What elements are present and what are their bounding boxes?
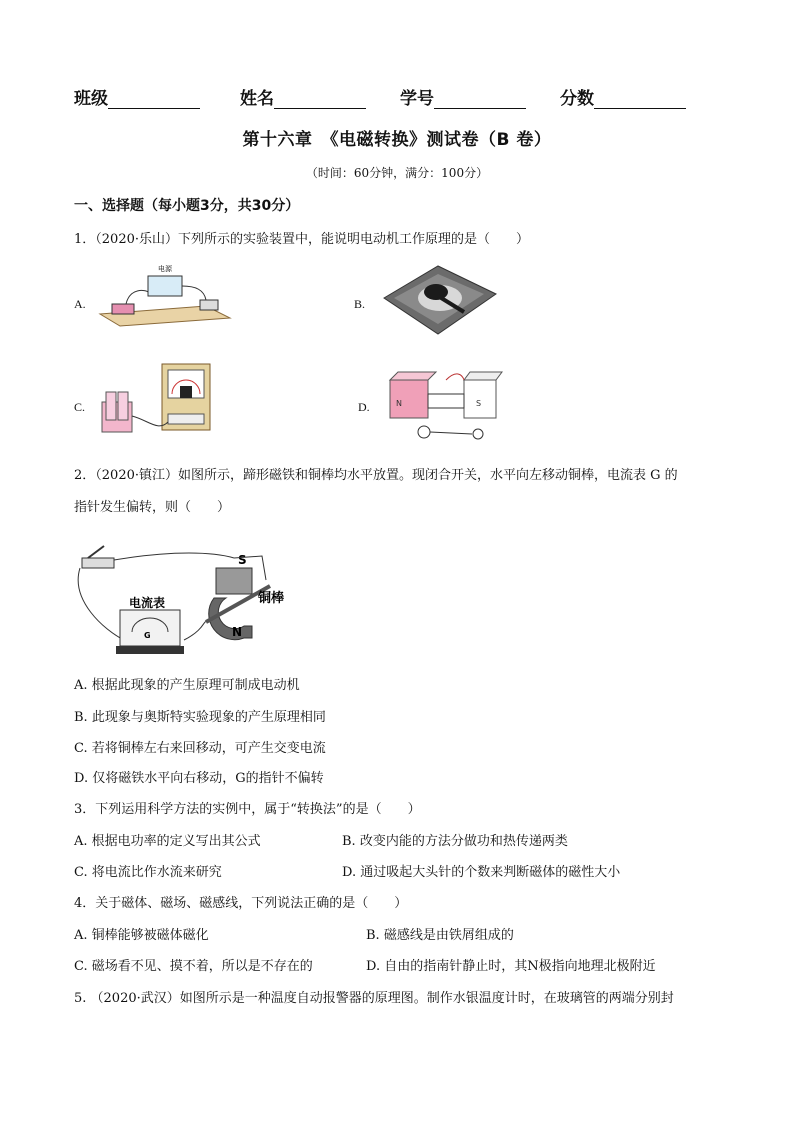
q4-option-c[interactable]: C. 磁场看不见、摸不着，所以是不存在的	[74, 959, 313, 974]
q2-option-d[interactable]: D. 仅将磁铁水平向右移动，G的指针不偏转	[74, 771, 324, 786]
q4-option-a[interactable]: A. 铜棒能够被磁体磁化	[74, 928, 209, 943]
q1-option-a-label[interactable]: A.	[74, 297, 86, 311]
q2-figure	[74, 540, 304, 660]
q4-option-d[interactable]: D. 自由的指南针静止时，其N极指向地理北极附近	[366, 959, 656, 974]
q2-stem-line2: 指针发生偏转，则（ ）	[74, 500, 231, 515]
q3-stem: 3．下列运用科学方法的实例中，属于“转换法”的是（ ）	[74, 802, 421, 817]
class-label: 班级	[74, 89, 108, 109]
q4-option-b[interactable]: B. 磁感线是由铁屑组成的	[366, 928, 514, 943]
q2-option-b[interactable]: B. 此现象与奥斯特实验现象的产生原理相同	[74, 710, 326, 725]
score-blank[interactable]	[594, 90, 686, 109]
q3-option-a[interactable]: A. 根据电功率的定义写出其公式	[74, 834, 261, 849]
section-heading: 一、选择题（每小题3分，共30分）	[74, 198, 300, 214]
q4-stem: 4．关于磁体、磁场、磁感线，下列说法正确的是（ ）	[74, 896, 408, 911]
q1-power-label: 电源	[158, 265, 172, 273]
q2-rod-label: 铜棒	[258, 591, 285, 606]
class-blank[interactable]	[108, 90, 200, 109]
svg-text:N: N	[396, 399, 402, 408]
q1-stem: 1．（2020·乐山）下列所示的实验装置中，能说明电动机工作原理的是（ ）	[74, 232, 529, 247]
page-title: 第十六章 《电磁转换》测试卷（B 卷）	[242, 130, 552, 150]
id-label: 学号	[400, 89, 434, 109]
name-field[interactable]	[240, 84, 366, 109]
q1-figure-d	[384, 364, 506, 444]
q2-s-label: S	[238, 553, 247, 567]
name-label: 姓名	[240, 89, 274, 109]
svg-text:S: S	[476, 399, 482, 408]
q1-option-c-label[interactable]: C.	[74, 400, 86, 414]
q2-n-label: N	[232, 625, 243, 639]
score-label: 分数	[560, 89, 594, 109]
q2-option-a[interactable]: A. 根据此现象的产生原理可制成电动机	[74, 678, 300, 693]
q2-g-label: G	[144, 631, 151, 640]
q2-option-c[interactable]: C. 若将铜棒左右来回移动，可产生交变电流	[74, 741, 326, 756]
q1-option-b-label[interactable]: B.	[354, 297, 366, 311]
q2-ammeter-label: 电流表	[129, 596, 166, 610]
id-field[interactable]	[400, 84, 526, 109]
q1-figure-b	[378, 262, 500, 337]
q3-option-b[interactable]: B. 改变内能的方法分做功和热传递两类	[342, 834, 568, 849]
q1-figure-c	[98, 362, 216, 437]
q3-option-c[interactable]: C. 将电流比作水流来研究	[74, 865, 222, 880]
name-blank[interactable]	[274, 90, 366, 109]
score-field[interactable]	[560, 84, 686, 109]
q1-figure-a	[96, 262, 236, 328]
q2-stem-line1: 2．（2020·镇江）如图所示，蹄形磁铁和铜棒均水平放置。现闭合开关，水平向左移动铜棒，电流表 G 的	[74, 468, 678, 483]
id-blank[interactable]	[434, 90, 526, 109]
page-subtitle: （时间：60分钟，满分：100分）	[305, 166, 489, 180]
q5-stem: 5. （2020·武汉）如图所示是一种温度自动报警器的原理图。制作水银温度计时，在玻璃管的两端分别封	[74, 991, 674, 1006]
q3-option-d[interactable]: D. 通过吸起大头针的个数来判断磁体的磁性大小	[342, 865, 621, 880]
class-field[interactable]	[74, 84, 200, 109]
q1-option-d-label[interactable]: D.	[358, 400, 370, 414]
